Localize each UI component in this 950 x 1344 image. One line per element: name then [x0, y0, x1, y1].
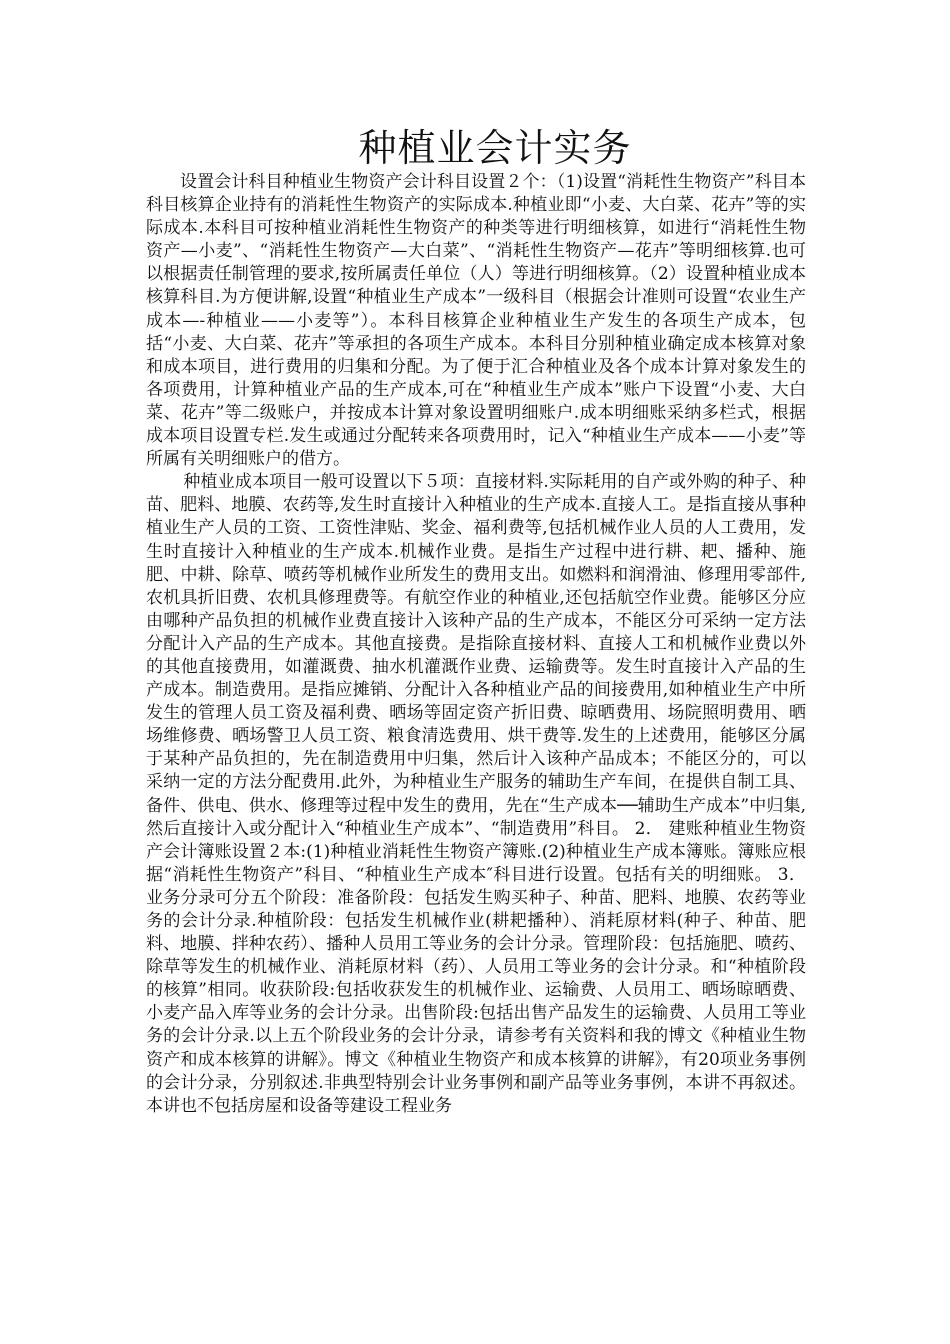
document-title: 种植业会计实务: [358, 126, 632, 170]
body-paragraph: 设置会计科目种植业生物资产会计科目设置２个：（1)设置“消耗性生物资产”科目本科目核算企业持有的消耗性生物资产的实际成本.种植业即“小麦、大白菜、花卉”等的实际成本.本科目可按种植业消耗性生物资产的种类等进行明细核算，如进行“消耗性生物资产—小麦”、“消耗性生物资产—大白菜”、“消耗性生物资产—花卉”等明细核算.也可以根据责任制管理的要求,按所属责任单位（人）等进行明细核算。（2）设置种植业成本核算科目.为方便讲解,设置“种植业生产成本”一级科目（根据会计准则可设置“农业生产成本—-种植业——小麦等”）。本科目核算企业种植业生产发生的各项生产成本，包括“小麦、大白菜、花卉”等承担的各项生产成本。本科目分别种植业确定成本核算对象和成本项目，进行费用的归集和分配。为了便于汇合种植业及各个成本计算对象发生的各项费用，计算种植业产品的生产成本,可在“种植业生产成本”账户下设置“小麦、大白菜、花卉”等二级账户，并按成本计算对象设置明细账户.成本明细账采纳多栏式，根据成本项目设置专栏.发生或通过分配转来各项费用时，记入“种植业生产成本——小麦”等所属有关明细账户的借方。: [146, 172, 806, 470]
document-body: [146, 171, 806, 1118]
body-paragraph: 种植业成本项目一般可设置以下５项：直接材料.实际耗用的自产或外购的种子、种苗、肥料、地膜、农药等,发生时直接计入种植业的生产成本.直接人工。是指直接从事种植业生产人员的工资、工资性津贴、奖金、福利费等,包括机械作业人员的人工费用，发生时直接计入种植业的生产成本.机械作业费。是指生产过程中进行耕、耙、播种、施肥、中耕、除草、喷药等机械作业所发生的费用支出。如燃料和润滑油、修理用零部件,农机具折旧费、农机具修理费等。有航空作业的种植业,还包括航空作业费。能够区分应由哪种产品负担的机械作业费直接计入该种产品的生产成本，不能区分可采纳一定方法分配计入产品的生产成本。其他直接费。是指除直接材料、直接人工和机械作业费以外的其他直接费用，如灌溉费、抽水机灌溉作业费、运输费等。发生时直接计入产品的生产成本。制造费用。是指应摊销、分配计入各种植业产品的间接费用,如种植业生产中所发生的管理人员工资及福利费、晒场等固定资产折旧费、晾晒费用、场院照明费用、晒场维修费、晒场警卫人员工资、粮食清选费用、烘干费等.发生的上述费用，能够区分属于某种产品负担的，先在制造费用中归集，然后计入该种产品成本；不能区分的，可以采纳一定的方法分配费用.此外，为种植业生产服务的辅助生产车间，在提供自制工具、备件、供电、供水、修理等过程中发生的费用，先在“生产成本──辅助生产成本”中归集,然后直接计入或分配计入“种植业生产成本”、“制造费用”科目。 2． 建账种植业生物资产会计簿账设置２本:(1)种植业消耗性生物资产簿账.(2)种植业生产成本簿账。簿账应根据“消耗性生物资产”科目、“种植业生产成本″科目进行设置。包括有关的明细账。 3． 业务分录可分五个阶段：准备阶段：包括发生购买种子、种苗、肥料、地膜、农药等业务的会计分录.种植阶段：包括发生机械作业(耕耙播种）、消耗原材料(种子、种苗、肥料、地膜、拌种农药）、播种人员用工等业务的会计分录。管理阶段：包括施肥、喷药、除草等发生的机械作业、消耗原材料（药）、人员用工等业务的会计分录。和“种植阶段的核算”相同。收获阶段:包括收获发生的机械作业、运输费、人员用工、晒场晾晒费、小麦产品入库等业务的会计分录。出售阶段:包括出售产品发生的运输费、人员用工等业务的会计分录.以上五个阶段业务的会计分录，请参考有关资料和我的博文《种植业生物资产和成本核算的讲解》。博文《种植业生物资产和成本核算的讲解》，有20项业务事例的会计分录，分别叙述.非典型特别会计业务事例和副产品等业务事例，本讲不再叙述。本讲也不包括房屋和设备等建设工程业务: [146, 472, 806, 1116]
